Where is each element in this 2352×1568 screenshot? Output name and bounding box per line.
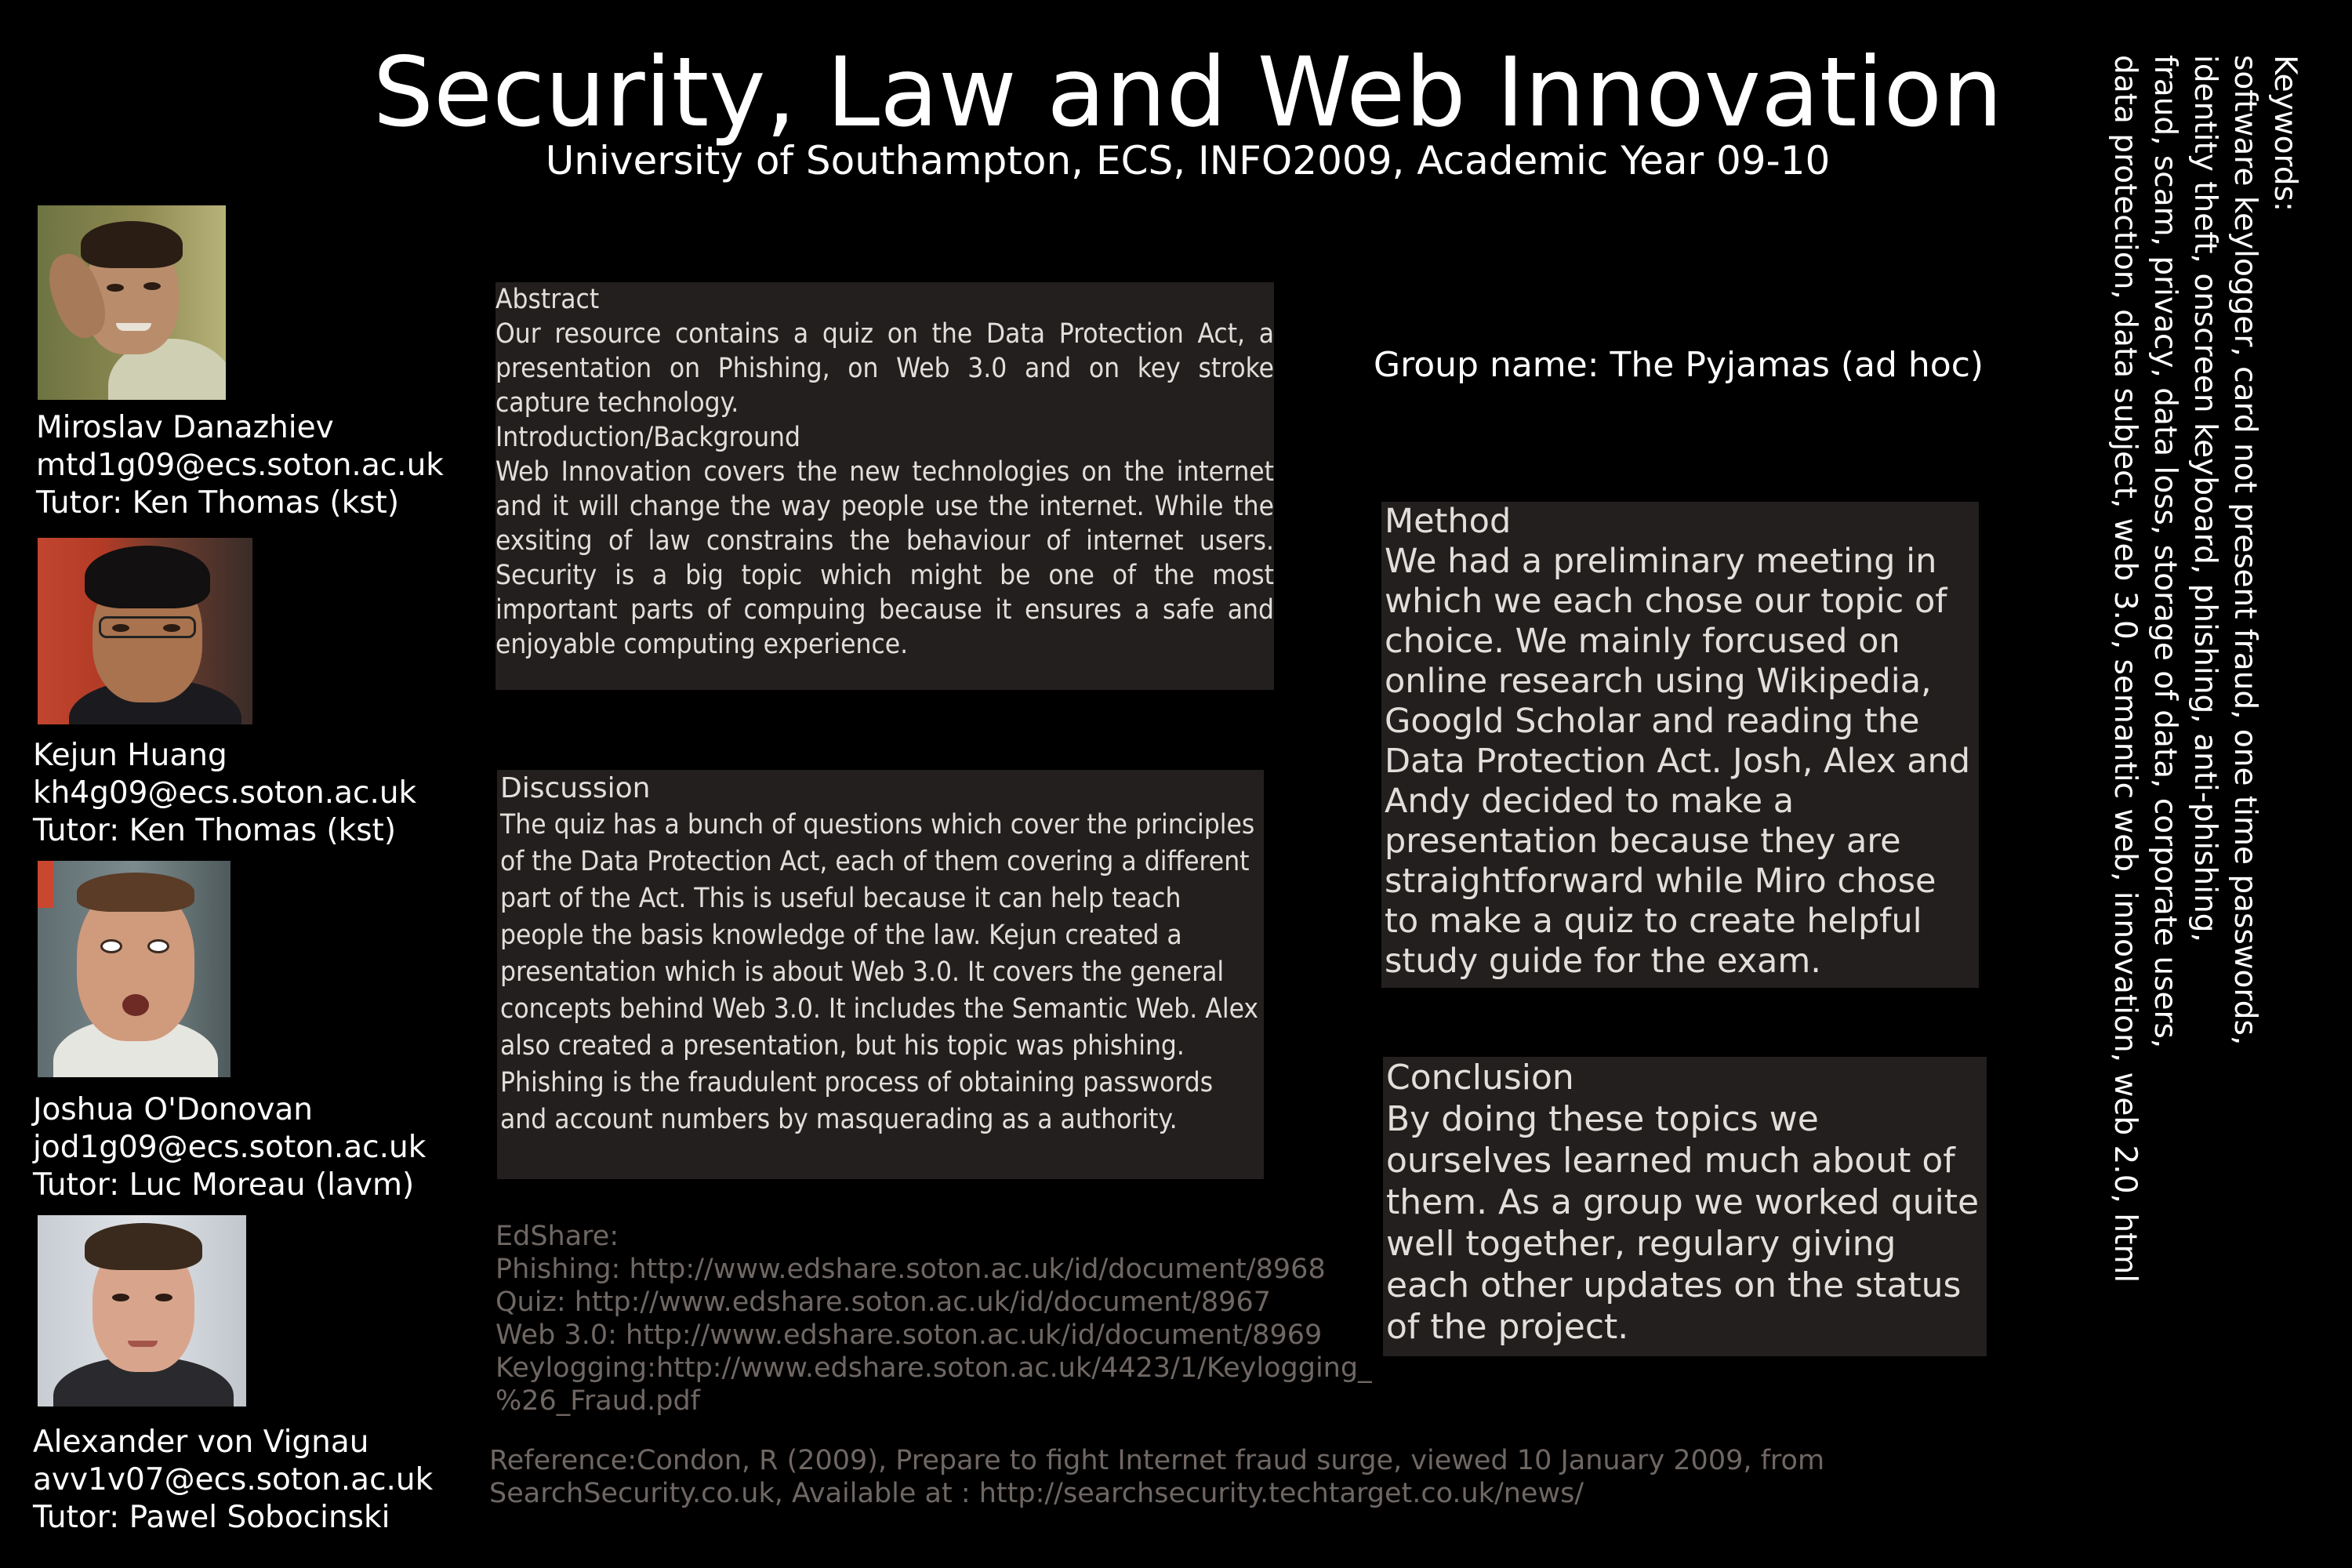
discussion-panel — [497, 770, 1264, 1179]
keywords-line: identity theft, onscreen keyboard, phishing, anti-phishing, — [2187, 55, 2223, 942]
member-name: Alexander von Vignau — [33, 1425, 369, 1460]
member-photo-joshua — [38, 861, 230, 1077]
keywords-line: software keylogger, card not present fraud, one time passwords, — [2227, 55, 2263, 1046]
edshare-link[interactable]: Keylogging:http://www.edshare.soton.ac.uk/4423/1/Keylogging_ — [495, 1352, 1372, 1384]
member-info — [33, 737, 416, 850]
member-email: jod1g09@ecs.soton.ac.uk — [33, 1130, 426, 1165]
reference — [489, 1444, 1824, 1510]
member-email: mtd1g09@ecs.soton.ac.uk — [36, 448, 444, 483]
group-name: Group name: The Pyjamas (ad hoc) — [1374, 345, 1984, 385]
intro-heading: Introduction/Background — [495, 422, 800, 453]
method-panel — [1381, 502, 1979, 988]
conclusion-heading: Conclusion — [1386, 1058, 1574, 1098]
edshare-link-continuation[interactable]: %26_Fraud.pdf — [495, 1385, 700, 1417]
member-tutor: Tutor: Pawel Sobocinski — [33, 1500, 390, 1535]
abstract-heading: Abstract — [495, 284, 600, 315]
edshare-links — [495, 1220, 1372, 1417]
member-email: kh4g09@ecs.soton.ac.uk — [33, 775, 417, 811]
member-info — [36, 409, 444, 522]
discussion-heading: Discussion — [500, 772, 651, 804]
reference-line: Reference:Condon, R (2009), Prepare to fight Internet fraud surge, viewed 10 January 2009, from — [489, 1445, 1825, 1476]
edshare-link[interactable]: Phishing: http://www.edshare.soton.ac.uk/id/document/8968 — [495, 1254, 1326, 1285]
member-tutor: Tutor: Ken Thomas (kst) — [36, 485, 400, 521]
edshare-heading: EdShare: — [495, 1221, 619, 1252]
poster-subtitle: University of Southampton, ECS, INFO2009, Academic Year 09-10 — [545, 138, 1831, 183]
member-name: Miroslav Danazhiev — [36, 410, 334, 445]
edshare-link[interactable]: Quiz: http://www.edshare.soton.ac.uk/id/document/8967 — [495, 1287, 1271, 1318]
keywords-heading: Keywords: — [2267, 55, 2303, 212]
keywords-line: fraud, scam, privacy, data loss, storage of data, corporate users, — [2147, 55, 2183, 1049]
member-name: Joshua O'Donovan — [33, 1092, 313, 1127]
keywords-line: data protection, data subject, web 3.0, semantic web, innovation, web 2.0, html — [2107, 55, 2143, 1283]
conclusion-text: By doing these topics we ourselves learned much about of them. As a group we worked quite well together, regulary giving each other updates on the status of the project. — [1386, 1099, 1980, 1347]
poster-title: Security, Law and Web Innovation — [372, 37, 2003, 148]
abstract-text: Our resource contains a quiz on the Data Protection Act, a presentation on Phishing, on Web 3.0 and on key stroke capture technology. — [495, 318, 1274, 419]
member-photo-alexander — [38, 1215, 246, 1406]
member-tutor: Tutor: Ken Thomas (kst) — [33, 813, 397, 848]
member-photo-miroslav — [38, 205, 226, 400]
member-name: Kejun Huang — [33, 738, 227, 773]
member-email: avv1v07@ecs.soton.ac.uk — [33, 1462, 434, 1497]
member-photo-kejun — [38, 538, 252, 724]
member-tutor: Tutor: Luc Moreau (lavm) — [33, 1167, 415, 1203]
reference-line: SearchSecurity.co.uk, Available at : http://searchsecurity.techtarget.co.uk/news/ — [489, 1478, 1584, 1509]
method-heading: Method — [1385, 502, 1512, 541]
abstract-panel — [495, 282, 1274, 690]
intro-text: Web Innovation covers the new technologies on the internet and it will change the way people use the internet. While the exsiting of law constrains the behaviour of internet users. Security is a big topic which might be one of the most important parts of compuing because it ensures a safe and enjoyable computing experience. — [495, 456, 1274, 660]
edshare-link[interactable]: Web 3.0: http://www.edshare.soton.ac.uk/id/document/8969 — [495, 1319, 1323, 1351]
keywords-block — [2105, 55, 2305, 1283]
member-info — [33, 1424, 433, 1537]
discussion-text: The quiz has a bunch of questions which cover the principles of the Data Protection Act, each of them covering a different part of the Act. This is useful because it can help teach people the basis knowledge of the law. Kejun created a presentation which is about Web 3.0. It covers the general concepts behind Web 3.0. It includes the Semantic Web. Alex also created a presentation, but his topic was phishing. Phishing is the fraudulent process of obtaining passwords and account numbers by masquerading as a authority. — [500, 809, 1259, 1135]
method-text: We had a preliminary meeting in which we each chose our topic of choice. We mainly forcused on online research using Wikipedia, Googld Scholar and reading the Data Protection Act. Josh, Alex and Andy decided to make a presentation because they are straightforward while Miro chose to make a quiz to create helpful study guide for the exam. — [1385, 542, 1971, 981]
member-info — [33, 1091, 426, 1204]
conclusion-panel — [1383, 1057, 1987, 1356]
